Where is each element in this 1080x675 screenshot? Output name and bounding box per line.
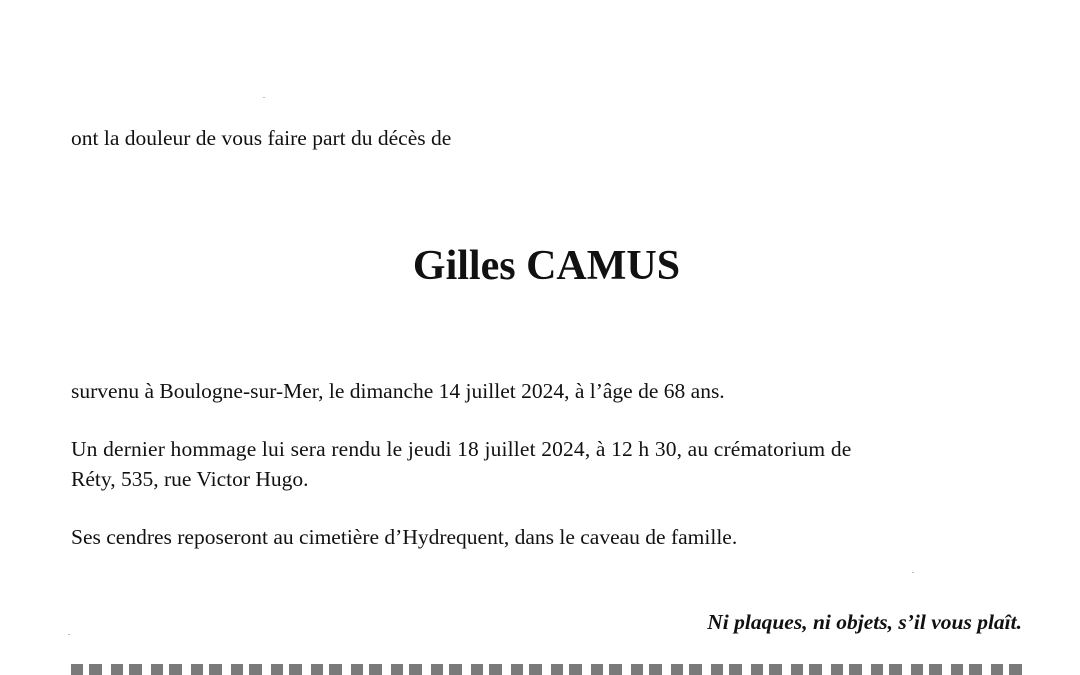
closing-request: Ni plaques, ni objets, s’il vous plaît. <box>707 610 1022 634</box>
deceased-name: Gilles CAMUS <box>412 243 681 289</box>
ashes-notice: Ses cendres reposeront au cimetière d’Hydrequent, dans le caveau de famille. <box>71 525 738 549</box>
death-notice: survenu à Boulogne-sur-Mer, le dimanche 14 juillet 2024, à l’âge de 68 ans. <box>71 379 725 403</box>
scan-speck <box>263 97 265 98</box>
cropped-text-fragment <box>71 664 1031 675</box>
tribute-line-1: Un dernier hommage lui sera rendu le jeudi 18 juillet 2024, à 12 h 30, au crématorium de <box>71 437 852 461</box>
scan-speck <box>68 634 70 635</box>
cropped-top-text-line <box>71 0 871 6</box>
cropped-bottom-text-line <box>71 664 1031 675</box>
tribute-line-2: Réty, 535, rue Victor Hugo. <box>71 467 309 491</box>
intro-line: ont la douleur de vous faire part du décès de <box>71 126 452 150</box>
scan-speck <box>912 572 914 573</box>
